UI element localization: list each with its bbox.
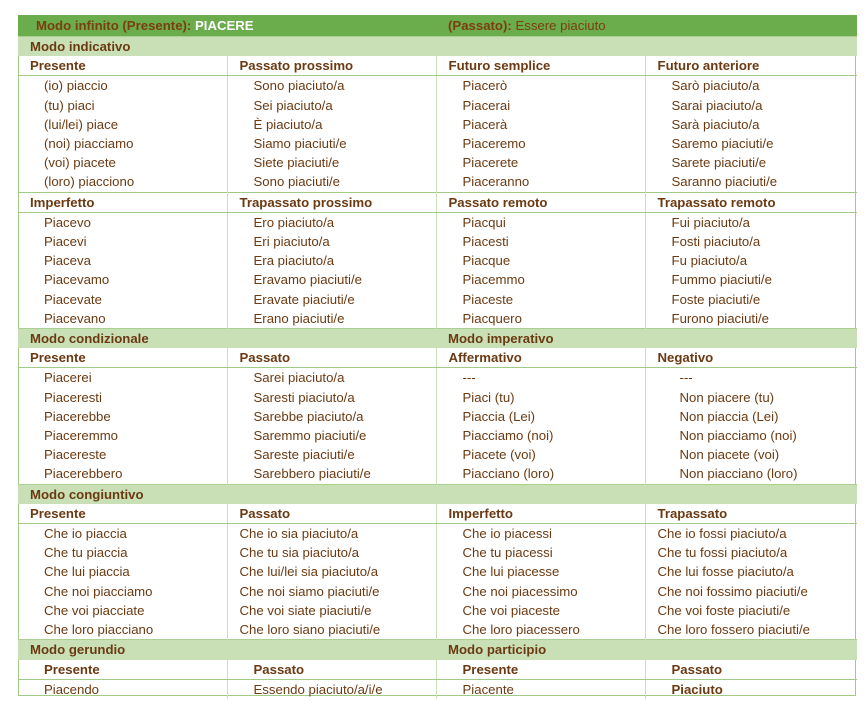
conjugation-cell: Piacque: [436, 251, 645, 270]
conjugation-cell: Eravamo piaciuti/e: [227, 270, 436, 289]
conjugation-cell: Piaceremmo: [44, 428, 119, 444]
section-participio: Modo participio: [436, 640, 857, 660]
conjugation-cell: Era piaciuto/a: [227, 251, 436, 270]
infinito-cell: [18, 15, 436, 37]
conjugation-cell: Sarei piaciuto/a: [227, 368, 436, 388]
conjugation-cell: Sareste piaciuti/e: [227, 445, 436, 464]
conjugation-cell: (tu) piaci: [44, 97, 95, 113]
conjugation-cell: Che lui fosse piaciuto/a: [645, 562, 857, 581]
conjugation-cell: Piaceva: [44, 253, 91, 269]
conjugation-cell: Sei piaciuto/a: [227, 96, 436, 115]
conjugation-cell: Saremmo piaciuti/e: [227, 426, 436, 445]
conjugation-cell: Ero piaciuto/a: [227, 212, 436, 232]
col-header: Imperfetto: [18, 192, 227, 212]
table-row: [18, 172, 857, 192]
table-row: [18, 251, 857, 270]
conjugation-cell: Fosti piaciuto/a: [645, 232, 857, 251]
conjugation-cell: Fui piaciuto/a: [645, 212, 857, 232]
table-row: [18, 445, 857, 464]
conjugation-cell: Che voi piacciate: [44, 602, 145, 618]
conjugation-cell: Piacevi: [44, 234, 87, 250]
conjugation-cell: Saresti piaciuto/a: [227, 388, 436, 407]
section-row: [18, 329, 857, 349]
conjugation-cell: Piacevo: [44, 214, 91, 230]
table-row: [18, 582, 857, 601]
conjugation-cell: Piacciamo (noi): [436, 426, 645, 445]
conjugation-cell: Che voi piaceste: [436, 601, 645, 620]
conjugation-cell: Sarete piaciuti/e: [645, 153, 857, 172]
conjugation-cell: Piacereste: [44, 447, 107, 463]
col-header: Futuro anteriore: [645, 56, 857, 76]
conjugation-cell: Che loro siano piaciuti/e: [227, 620, 436, 640]
conjugation-cell: Eri piaciuto/a: [227, 232, 436, 251]
conjugation-cell: Saranno piaciuti/e: [645, 172, 857, 192]
header-row: [18, 56, 857, 76]
table-row: [18, 309, 857, 329]
section-row: [18, 484, 857, 504]
passato-value: Essere piaciuto: [515, 17, 606, 33]
conjugation-cell: Che tu fossi piaciuto/a: [645, 543, 857, 562]
conjugation-cell: Piaceremo: [436, 134, 645, 153]
passato-cell: [436, 15, 857, 37]
table-row: [18, 464, 857, 484]
col-header: Trapassato prossimo: [227, 192, 436, 212]
conjugation-cell: Sono piaciuti/e: [227, 172, 436, 192]
conjugation-cell: Sarebbero piaciuti/e: [227, 464, 436, 484]
table-row: [18, 232, 857, 251]
conjugation-cell: Non piacciamo (noi): [645, 426, 857, 445]
conjugation-cell: Sarebbe piaciuto/a: [227, 407, 436, 426]
conjugation-cell: Piaceresti: [44, 389, 102, 405]
table-row: [18, 290, 857, 309]
conjugation-cell: Che lui/lei sia piaciuto/a: [227, 562, 436, 581]
conjugation-cell: Che io piaccia: [44, 526, 127, 542]
conjugation-cell: Non piacciano (loro): [645, 464, 857, 484]
conjugation-cell: (lui/lei) piace: [44, 116, 119, 132]
conjugation-cell: Che tu sia piaciuto/a: [227, 543, 436, 562]
col-header: Trapassato remoto: [645, 192, 857, 212]
table-row: [18, 601, 857, 620]
conjugation-cell: Piacevano: [44, 310, 106, 326]
table-row: [18, 270, 857, 289]
conjugation-cell: Piaceste: [436, 290, 645, 309]
table-row: [18, 407, 857, 426]
header-row: [18, 504, 857, 524]
col-header: Passato: [227, 348, 436, 368]
conjugation-cell: (io) piaccio: [44, 78, 108, 94]
conjugation-cell: Che io piacessi: [436, 524, 645, 544]
conjugation-cell: Che io fossi piaciuto/a: [645, 524, 857, 544]
conjugation-cell: Che io sia piaciuto/a: [227, 524, 436, 544]
col-header: Trapassato: [645, 504, 857, 524]
conjugation-cell: Non piacere (tu): [645, 388, 857, 407]
conjugation-cell: Sarà piaciuto/a: [645, 115, 857, 134]
conjugation-cell: Che tu piaccia: [44, 545, 128, 561]
conjugation-cell: Piacevamo: [44, 272, 110, 288]
table-row: [18, 76, 857, 96]
col-header: Passato remoto: [436, 192, 645, 212]
conjugation-cell: Erano piaciuti/e: [227, 309, 436, 329]
conjugation-cell: Sono piaciuto/a: [227, 76, 436, 96]
conjugation-cell: Che voi siate piaciuti/e: [227, 601, 436, 620]
col-header: Futuro semplice: [436, 56, 645, 76]
conjugation-cell: Che voi foste piaciuti/e: [645, 601, 857, 620]
conjugation-cell: Siamo piaciuti/e: [227, 134, 436, 153]
conjugation-cell: È piaciuto/a: [227, 115, 436, 134]
section-row: [18, 37, 857, 57]
conjugation-cell: Piacente: [436, 679, 645, 699]
section-condizionale: Modo condizionale: [18, 329, 436, 349]
section-gerundio: Modo gerundio: [18, 640, 436, 660]
conjugation-cell: Piacerete: [436, 153, 645, 172]
conjugation-cell: Foste piaciuti/e: [645, 290, 857, 309]
conjugation-cell: Piaceranno: [436, 172, 645, 192]
table-row: [18, 115, 857, 134]
col-header: Passato prossimo: [227, 56, 436, 76]
col-header: Imperfetto: [436, 504, 645, 524]
conjugation-cell: Furono piaciuti/e: [645, 309, 857, 329]
conjugation-cell: Che noi piacciamo: [44, 583, 153, 599]
col-header: Presente: [18, 56, 227, 76]
conjugation-cell: Sarò piaciuto/a: [645, 76, 857, 96]
indicativo-block2: [18, 212, 857, 328]
header-row: [18, 348, 857, 368]
table-row: [18, 679, 857, 699]
conjugation-table: [18, 15, 857, 699]
section-indicativo: Modo indicativo: [18, 37, 857, 57]
conjugation-cell: Sarai piaciuto/a: [645, 96, 857, 115]
conjugation-cell: Piacciano (loro): [436, 464, 645, 484]
conjugation-cell: (voi) piacete: [44, 155, 116, 171]
col-header: Passato: [227, 660, 436, 680]
conjugation-cell: Piacerò: [436, 76, 645, 96]
col-header: Presente: [18, 660, 227, 680]
conjugation-cell: ---: [645, 368, 857, 388]
conjugation-cell: Piacete (voi): [436, 445, 645, 464]
conjugation-cell: Che loro fossero piaciuti/e: [645, 620, 857, 640]
conjugation-cell: Non piacete (voi): [645, 445, 857, 464]
col-header: Passato: [227, 504, 436, 524]
conjugation-cell: Essendo piaciuto/a/i/e: [227, 679, 436, 699]
conjugation-cell: Che tu piacessi: [436, 543, 645, 562]
conjugation-cell: Fummo piaciuti/e: [645, 270, 857, 289]
table-row: [18, 562, 857, 581]
conjugation-cell: Che loro piacciano: [44, 622, 154, 638]
conjugation-cell: Eravate piaciuti/e: [227, 290, 436, 309]
section-imperativo: Modo imperativo: [436, 329, 857, 349]
condizionale-block: [18, 368, 857, 484]
conjugation-cell: Che lui piaccia: [44, 564, 130, 580]
conjugation-cell: Che loro piacessero: [436, 620, 645, 640]
table-row: [18, 153, 857, 172]
col-header: Presente: [18, 504, 227, 524]
conjugation-cell: Piacendo: [44, 681, 99, 697]
conjugation-cell: Che noi piacessimo: [436, 582, 645, 601]
table-row: [18, 388, 857, 407]
conjugation-cell: Che noi fossimo piaciuti/e: [645, 582, 857, 601]
conjugation-cell: Piacerà: [436, 115, 645, 134]
infinito-value: PIACERE: [194, 17, 254, 33]
conjugation-cell: Piacerebbero: [44, 466, 123, 482]
table-row: [18, 212, 857, 232]
table-row: [18, 96, 857, 115]
header-row: [18, 660, 857, 680]
section-row: [18, 640, 857, 660]
conjugation-cell: (noi) piacciamo: [44, 136, 134, 152]
conjugation-cell: Che noi siamo piaciuti/e: [227, 582, 436, 601]
header-row: [18, 192, 857, 212]
conjugation-cell: Piacqui: [436, 212, 645, 232]
conjugation-cell: Piaciuto: [645, 679, 857, 699]
conjugation-cell: Piacerebbe: [44, 408, 111, 424]
col-header: Negativo: [645, 348, 857, 368]
col-header: Passato: [645, 660, 857, 680]
col-header: Affermativo: [436, 348, 645, 368]
indicativo-block1: [18, 76, 857, 192]
infinito-label: Modo infinito (Presente):: [36, 17, 192, 33]
conjugation-cell: Piacerai: [436, 96, 645, 115]
conjugation-cell: Piacerei: [44, 370, 92, 386]
conjugation-cell: Saremo piaciuti/e: [645, 134, 857, 153]
conjugation-cell: Piacesti: [436, 232, 645, 251]
conjugation-cell: Piacquero: [436, 309, 645, 329]
conjugation-cell: ---: [436, 368, 645, 388]
table-row: [18, 620, 857, 640]
conjugation-cell: (loro) piacciono: [44, 174, 135, 190]
passato-label: (Passato):: [448, 17, 512, 33]
conjugation-cell: Piacevate: [44, 291, 102, 307]
section-congiuntivo: Modo congiuntivo: [18, 484, 857, 504]
conjugation-cell: Siete piaciuti/e: [227, 153, 436, 172]
table-row: [18, 426, 857, 445]
table-row: [18, 524, 857, 544]
conjugation-cell: Piaccia (Lei): [436, 407, 645, 426]
title-row: [18, 15, 857, 37]
table-row: [18, 368, 857, 388]
col-header: Presente: [436, 660, 645, 680]
col-header: Presente: [18, 348, 227, 368]
table-row: [18, 134, 857, 153]
conjugation-cell: Piacemmo: [436, 270, 645, 289]
conjugation-cell: Che lui piacesse: [436, 562, 645, 581]
table-row: [18, 543, 857, 562]
conjugation-cell: Non piaccia (Lei): [645, 407, 857, 426]
conjugation-cell: Fu piaciuto/a: [645, 251, 857, 270]
conjugation-cell: Piaci (tu): [436, 388, 645, 407]
congiuntivo-block: [18, 524, 857, 640]
